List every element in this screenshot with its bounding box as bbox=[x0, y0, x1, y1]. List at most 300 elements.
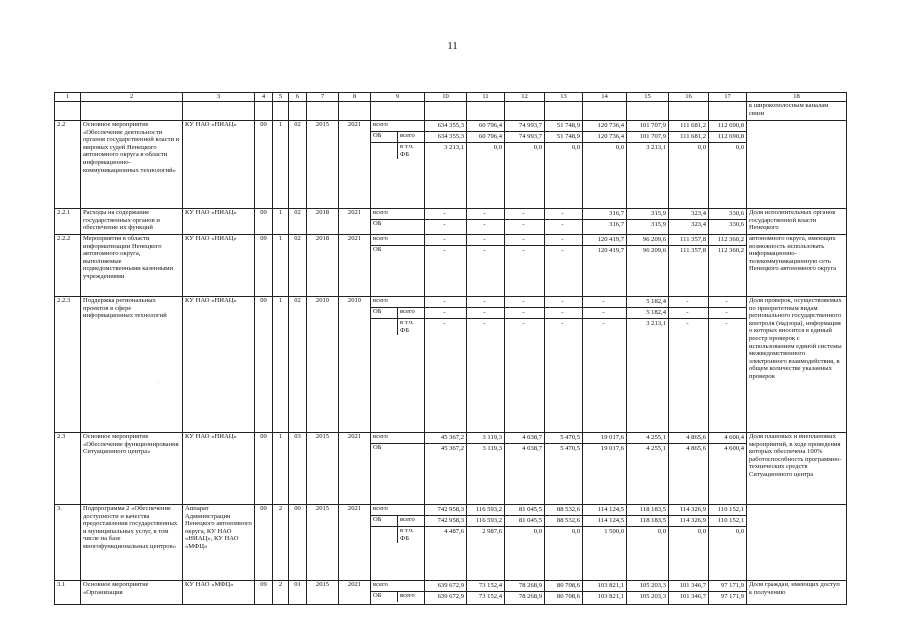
source-type: всего bbox=[373, 433, 388, 440]
end-year: 2021 bbox=[339, 209, 371, 235]
column-header: 15 bbox=[627, 93, 669, 102]
source-subtype bbox=[397, 220, 424, 230]
year-values bbox=[627, 505, 669, 581]
column-header: 4 bbox=[255, 93, 273, 102]
empty-cell bbox=[307, 102, 339, 121]
amount-cell: 0,0 bbox=[657, 528, 666, 535]
source-subtype: всего bbox=[397, 308, 424, 318]
amount-cell: 112 360,2 bbox=[717, 247, 744, 254]
year-values bbox=[669, 505, 709, 581]
funding-source bbox=[371, 581, 425, 605]
funding-source bbox=[371, 297, 425, 433]
year-values bbox=[467, 209, 505, 235]
item-number: 3.1 bbox=[55, 581, 81, 605]
code-om: 02 bbox=[289, 297, 307, 433]
amount-cell: 105 203,3 bbox=[627, 581, 668, 592]
amount-cell: 315,9 bbox=[627, 209, 668, 220]
target-indicator bbox=[747, 505, 847, 581]
column-header: 9 bbox=[371, 93, 425, 102]
page-number: 11 bbox=[447, 40, 458, 52]
amount-cell: 4 255,1 bbox=[646, 445, 666, 452]
code-gp: 09 bbox=[255, 235, 273, 297]
amount-cell: 323,4 bbox=[669, 209, 708, 220]
empty-cell bbox=[467, 102, 505, 121]
amount-cell: 101 707,9 bbox=[627, 121, 668, 132]
amount-cell: 118 183,5 bbox=[627, 516, 668, 527]
amount-cell: - bbox=[505, 308, 544, 319]
year-values bbox=[669, 235, 709, 297]
source-subtype bbox=[397, 433, 424, 443]
end-year: 2021 bbox=[339, 235, 371, 297]
amount-cell: 323,4 bbox=[691, 221, 706, 228]
code-om: 03 bbox=[289, 433, 307, 505]
amount-cell: - bbox=[561, 221, 564, 228]
year-values bbox=[583, 121, 627, 209]
year-values bbox=[709, 209, 747, 235]
funding-source bbox=[371, 209, 425, 235]
column-header: 6 bbox=[289, 93, 307, 102]
year-values bbox=[505, 433, 545, 505]
source-type: всего bbox=[373, 581, 388, 588]
year-values bbox=[425, 209, 467, 235]
year-values bbox=[425, 297, 467, 433]
empty-cell bbox=[545, 102, 583, 121]
source-subtype bbox=[397, 209, 424, 219]
amount-cell: 3 213,1 bbox=[646, 144, 666, 151]
amount-cell: 5 470,5 bbox=[545, 433, 582, 444]
year-values bbox=[583, 581, 627, 605]
item-number: 2.2.2 bbox=[55, 235, 81, 297]
item-number: 3. bbox=[55, 505, 81, 581]
amount-cell: 116 593,2 bbox=[467, 516, 504, 527]
amount-cell: 101 707,9 bbox=[627, 132, 668, 143]
year-values bbox=[583, 235, 627, 297]
amount-cell: - bbox=[709, 308, 746, 319]
code-gp: 09 bbox=[255, 581, 273, 605]
year-values bbox=[505, 121, 545, 209]
amount-cell: - bbox=[483, 221, 486, 228]
amount-cell: 639 672,9 bbox=[425, 581, 466, 592]
amount-cell: - bbox=[669, 308, 708, 319]
amount-cell: - bbox=[709, 297, 746, 308]
year-values bbox=[583, 505, 627, 581]
amount-cell: 80 708,6 bbox=[545, 581, 582, 592]
amount-cell: - bbox=[669, 297, 708, 308]
amount-cell: 3 119,3 bbox=[467, 433, 504, 444]
amount-cell: 19 017,6 bbox=[583, 433, 626, 444]
amount-cell: 316,7 bbox=[609, 221, 624, 228]
amount-cell: 0,0 bbox=[735, 144, 744, 151]
target-indicator: Доля исполнительных органов государственной власти Ненецкого bbox=[747, 209, 847, 235]
empty-cell bbox=[255, 102, 273, 121]
amount-cell: 103 821,1 bbox=[597, 593, 624, 600]
source-type: ОБ bbox=[373, 516, 382, 523]
table-row bbox=[55, 433, 847, 505]
amount-cell: 73 152,4 bbox=[478, 593, 502, 600]
amount-cell: 97 171,9 bbox=[709, 581, 746, 592]
amount-cell: - bbox=[505, 297, 544, 308]
end-year: 2021 bbox=[339, 433, 371, 505]
amount-cell: 316,7 bbox=[583, 209, 626, 220]
empty-cell bbox=[289, 102, 307, 121]
year-values bbox=[467, 581, 505, 605]
start-year: 2018 bbox=[307, 209, 339, 235]
amount-cell: 3 213,1 bbox=[444, 144, 464, 151]
amount-cell: - bbox=[467, 235, 504, 246]
year-values bbox=[505, 297, 545, 433]
empty-cell bbox=[583, 102, 627, 121]
amount-cell: 5 182,4 bbox=[627, 297, 668, 308]
source-type bbox=[371, 527, 397, 543]
amount-cell: 3 119,3 bbox=[482, 445, 502, 452]
amount-cell: 112 690,8 bbox=[709, 121, 746, 132]
amount-cell: 78 268,9 bbox=[505, 581, 544, 592]
year-values bbox=[709, 235, 747, 297]
column-header: 18 bbox=[747, 93, 847, 102]
year-values bbox=[627, 581, 669, 605]
column-header: 17 bbox=[709, 93, 747, 102]
code-gp: 09 bbox=[255, 505, 273, 581]
amount-cell: 111 357,8 bbox=[680, 247, 706, 254]
amount-cell: - bbox=[425, 297, 466, 308]
amount-cell: 88 532,6 bbox=[545, 516, 582, 527]
column-header: 7 bbox=[307, 93, 339, 102]
amount-cell: - bbox=[602, 320, 605, 327]
code-pp: 1 bbox=[273, 121, 289, 209]
end-year: 2021 bbox=[339, 505, 371, 581]
amount-cell: 111 357,8 bbox=[669, 235, 708, 246]
code-om: 02 bbox=[289, 121, 307, 209]
amount-cell: 78 268,9 bbox=[518, 593, 542, 600]
year-values bbox=[425, 581, 467, 605]
amount-cell: 634 355,3 bbox=[425, 132, 466, 143]
executor: КУ НАО «НИАЦ» bbox=[183, 209, 255, 235]
code-om: 02 bbox=[289, 235, 307, 297]
column-header: 2 bbox=[81, 93, 183, 102]
code-om: 01 bbox=[289, 581, 307, 605]
amount-cell: - bbox=[561, 320, 564, 327]
amount-cell: - bbox=[483, 320, 486, 327]
amount-cell: - bbox=[443, 221, 446, 228]
year-values bbox=[583, 297, 627, 433]
amount-cell: 118 183,5 bbox=[627, 505, 668, 516]
amount-cell: 116 593,2 bbox=[467, 505, 504, 516]
source-type: ОБ bbox=[373, 132, 382, 139]
source-subtype bbox=[397, 505, 424, 515]
year-values bbox=[709, 433, 747, 505]
year-values bbox=[709, 505, 747, 581]
amount-cell: 80 708,6 bbox=[556, 593, 580, 600]
executor: Аппарат Администрации Ненецкого автономного округа, КУ НАО «НИАЦ», КУ НАО «МФЦ» bbox=[183, 505, 255, 581]
code-gp: 09 bbox=[255, 433, 273, 505]
amount-cell: 639 672,9 bbox=[437, 593, 464, 600]
source-subtype: всего bbox=[397, 592, 424, 602]
amount-cell: 0,0 bbox=[571, 144, 580, 151]
year-values bbox=[669, 581, 709, 605]
source-type bbox=[371, 143, 397, 159]
source-subtype: в т.ч. ФБ bbox=[397, 319, 424, 335]
code-pp: 1 bbox=[273, 433, 289, 505]
start-year: 2015 bbox=[307, 505, 339, 581]
target-indicator: Доля проверок, осуществляемых по приоритетным видам регионального государственного контроля (надзора), информация о которых вносится в единый реестр проверок с использованием единой системы межведомственного электронного взаимодействия, в общем количестве указанных проверок bbox=[747, 297, 847, 433]
amount-cell: 88 532,6 bbox=[545, 505, 582, 516]
table-row bbox=[55, 505, 847, 581]
amount-cell: - bbox=[443, 320, 446, 327]
continuation-note: к широкополосным каналам связи bbox=[747, 102, 847, 121]
funding-source bbox=[371, 235, 425, 297]
amount-cell: - bbox=[545, 297, 582, 308]
year-values bbox=[709, 297, 747, 433]
empty-cell bbox=[81, 102, 183, 121]
end-year: 2021 bbox=[339, 581, 371, 605]
code-pp: 2 bbox=[273, 505, 289, 581]
target-indicator: Доля граждан, имеющих доступ к получению bbox=[747, 581, 847, 605]
amount-cell: 3 213,1 bbox=[646, 320, 666, 327]
item-number: 2.2 bbox=[55, 121, 81, 209]
empty-cell bbox=[709, 102, 747, 121]
amount-cell: 120 419,7 bbox=[597, 247, 624, 254]
amount-cell: 103 821,1 bbox=[583, 581, 626, 592]
year-values bbox=[545, 505, 583, 581]
start-year: 2018 bbox=[307, 235, 339, 297]
year-values bbox=[669, 433, 709, 505]
item-number: 2.2.3 bbox=[55, 297, 81, 433]
source-subtype: в т.ч. ФБ bbox=[397, 143, 424, 159]
code-pp: 2 bbox=[273, 581, 289, 605]
year-values bbox=[709, 581, 747, 605]
source-subtype bbox=[397, 235, 424, 245]
amount-cell: 0,0 bbox=[697, 528, 706, 535]
year-values bbox=[627, 121, 669, 209]
year-values bbox=[425, 235, 467, 297]
amount-cell: 101 346,7 bbox=[679, 593, 706, 600]
amount-cell: 4 600,4 bbox=[724, 445, 744, 452]
year-values bbox=[467, 433, 505, 505]
amount-cell: 81 045,5 bbox=[505, 516, 544, 527]
code-gp: 09 bbox=[255, 121, 273, 209]
amount-cell: - bbox=[583, 297, 626, 308]
item-name: Основное мероприятие «Организация bbox=[81, 581, 183, 605]
year-values bbox=[505, 209, 545, 235]
amount-cell: 114 326,9 bbox=[669, 505, 708, 516]
column-header: 14 bbox=[583, 93, 627, 102]
amount-cell: 0,0 bbox=[533, 144, 542, 151]
source-subtype bbox=[397, 246, 424, 256]
amount-cell: 114 326,9 bbox=[669, 516, 708, 527]
year-values bbox=[467, 297, 505, 433]
amount-cell: 742 958,3 bbox=[425, 516, 466, 527]
source-type: всего bbox=[373, 235, 388, 242]
target-indicator bbox=[747, 121, 847, 209]
amount-cell: 4 255,1 bbox=[627, 433, 668, 444]
amount-cell: 120 736,4 bbox=[583, 132, 626, 143]
table-row bbox=[55, 297, 847, 433]
amount-cell: 114 124,5 bbox=[583, 516, 626, 527]
amount-cell: 51 748,9 bbox=[545, 121, 582, 132]
amount-cell: 60 796,4 bbox=[467, 132, 504, 143]
amount-cell: 1 500,0 bbox=[604, 528, 624, 535]
funding-source bbox=[371, 505, 425, 581]
amount-cell: 96 209,6 bbox=[627, 235, 668, 246]
amount-cell: 101 346,7 bbox=[669, 581, 708, 592]
source-subtype bbox=[397, 444, 424, 454]
column-header: 3 bbox=[183, 93, 255, 102]
amount-cell: 96 209,6 bbox=[642, 247, 666, 254]
amount-cell: - bbox=[522, 320, 525, 327]
funding-source bbox=[371, 121, 425, 209]
amount-cell: - bbox=[545, 209, 582, 220]
code-om: 02 bbox=[289, 209, 307, 235]
amount-cell: 45 367,2 bbox=[425, 433, 466, 444]
amount-cell: - bbox=[583, 308, 626, 319]
column-header: 16 bbox=[669, 93, 709, 102]
code-pp: 1 bbox=[273, 209, 289, 235]
source-subtype: в т.ч. ФБ bbox=[397, 527, 424, 543]
year-values bbox=[505, 235, 545, 297]
source-type: ОБ bbox=[373, 308, 382, 315]
empty-cell bbox=[55, 102, 81, 121]
start-year: 2015 bbox=[307, 121, 339, 209]
target-indicator: Доля плановых и внеплановых мероприятий, в ходе проведения которых обеспечена 100% работоспособность программно-технических средств Ситуационного центра bbox=[747, 433, 847, 505]
amount-cell: 330,6 bbox=[709, 209, 746, 220]
year-values bbox=[545, 235, 583, 297]
year-values bbox=[545, 121, 583, 209]
column-header: 5 bbox=[273, 93, 289, 102]
amount-cell: 0,0 bbox=[615, 144, 624, 151]
item-number: 2.2.1 bbox=[55, 209, 81, 235]
amount-cell: 73 152,4 bbox=[467, 581, 504, 592]
amount-cell: - bbox=[467, 308, 504, 319]
amount-cell: - bbox=[686, 320, 689, 327]
empty-cell bbox=[669, 102, 709, 121]
start-year: 2019 bbox=[307, 297, 339, 433]
amount-cell: - bbox=[483, 247, 486, 254]
amount-cell: 120 419,7 bbox=[583, 235, 626, 246]
executor: КУ НАО «НИАЦ» bbox=[183, 121, 255, 209]
amount-cell: 112 360,2 bbox=[709, 235, 746, 246]
amount-cell: 112 690,8 bbox=[709, 132, 746, 143]
source-type: всего bbox=[373, 121, 388, 128]
amount-cell: 0,0 bbox=[571, 528, 580, 535]
source-type: ОБ bbox=[373, 246, 382, 253]
amount-cell: 315,9 bbox=[651, 221, 666, 228]
column-header: 1 bbox=[55, 93, 81, 102]
amount-cell: 4 487,6 bbox=[444, 528, 464, 535]
amount-cell: 74 993,7 bbox=[505, 132, 544, 143]
source-type: ОБ bbox=[373, 592, 382, 599]
item-name: Основное мероприятие «Обеспечение деятельности органов государственной власти и мировых судей Ненецкого автономного округа в области информационно-коммуникационных технологий» bbox=[81, 121, 183, 209]
empty-cell bbox=[371, 102, 425, 121]
column-header: 8 bbox=[339, 93, 371, 102]
amount-cell: 110 152,1 bbox=[709, 516, 746, 527]
target-indicator: автономного округа, имеющих возможность использовать информационно-телекоммуникационную сеть Ненецкого автономного округа bbox=[747, 235, 847, 297]
item-name: Мероприятия в области информатизации Ненецкого автономного округа, выполняемые подведомственными казенными учреждениями bbox=[81, 235, 183, 297]
year-values bbox=[627, 297, 669, 433]
amount-cell: 0,0 bbox=[493, 144, 502, 151]
amount-cell: - bbox=[467, 297, 504, 308]
table-row bbox=[55, 235, 847, 297]
year-values bbox=[627, 433, 669, 505]
item-number: 2.3 bbox=[55, 433, 81, 505]
amount-cell: 45 367,2 bbox=[440, 445, 464, 452]
amount-cell: - bbox=[425, 308, 466, 319]
executor: КУ НАО «НИАЦ» bbox=[183, 235, 255, 297]
year-values bbox=[545, 297, 583, 433]
year-values bbox=[425, 505, 467, 581]
item-name: Расходы на содержание государственных органов и обеспечение их функций bbox=[81, 209, 183, 235]
column-number-row bbox=[55, 93, 847, 102]
amount-cell: 0,0 bbox=[735, 528, 744, 535]
year-values bbox=[583, 209, 627, 235]
amount-cell: 4 865,6 bbox=[686, 445, 706, 452]
amount-cell: 2 987,6 bbox=[482, 528, 502, 535]
amount-cell: 60 796,4 bbox=[467, 121, 504, 132]
year-values bbox=[545, 581, 583, 605]
item-name: Основное мероприятие «Обеспечение функционирования Ситуационного центра» bbox=[81, 433, 183, 505]
executor: КУ НАО «НИАЦ» bbox=[183, 433, 255, 505]
source-subtype: всего bbox=[397, 516, 424, 526]
amount-cell: 19 017,6 bbox=[600, 445, 624, 452]
year-values bbox=[505, 581, 545, 605]
empty-cell bbox=[505, 102, 545, 121]
amount-cell: 110 152,1 bbox=[709, 505, 746, 516]
amount-cell: 4 038,7 bbox=[505, 433, 544, 444]
item-name: Поддержка региональных проектов в сфере информационных технологий bbox=[81, 297, 183, 433]
amount-cell: - bbox=[545, 308, 582, 319]
amount-cell: 105 203,3 bbox=[639, 593, 666, 600]
column-header: 12 bbox=[505, 93, 545, 102]
amount-cell: - bbox=[443, 247, 446, 254]
table-row bbox=[55, 121, 847, 209]
executor: КУ НАО «МФЦ» bbox=[183, 581, 255, 605]
amount-cell: 81 045,5 bbox=[505, 505, 544, 516]
program-finance-table bbox=[54, 92, 847, 605]
amount-cell: 0,0 bbox=[697, 144, 706, 151]
code-pp: 1 bbox=[273, 235, 289, 297]
scan-mark: · bbox=[157, 380, 159, 386]
amount-cell: - bbox=[425, 235, 466, 246]
year-values bbox=[669, 121, 709, 209]
amount-cell: - bbox=[467, 209, 504, 220]
empty-cell bbox=[425, 102, 467, 121]
amount-cell: 742 958,3 bbox=[425, 505, 466, 516]
empty-cell bbox=[273, 102, 289, 121]
year-values bbox=[583, 433, 627, 505]
year-values bbox=[709, 121, 747, 209]
year-values bbox=[467, 235, 505, 297]
amount-cell: 74 993,7 bbox=[505, 121, 544, 132]
amount-cell: - bbox=[545, 235, 582, 246]
year-values bbox=[545, 433, 583, 505]
funding-source bbox=[371, 433, 425, 505]
amount-cell: 634 355,3 bbox=[425, 121, 466, 132]
empty-cell bbox=[183, 102, 255, 121]
item-name: Подпрограмма 2 «Обеспечение доступности и качества предоставления государственных и муниципальных услуг, в том числе на базе многофункциональных центров» bbox=[81, 505, 183, 581]
amount-cell: - bbox=[505, 235, 544, 246]
amount-cell: - bbox=[522, 221, 525, 228]
amount-cell: 120 736,4 bbox=[583, 121, 626, 132]
code-gp: 09 bbox=[255, 297, 273, 433]
amount-cell: 51 748,9 bbox=[545, 132, 582, 143]
amount-cell: 5 470,5 bbox=[560, 445, 580, 452]
source-type: всего bbox=[373, 297, 388, 304]
column-header: 10 bbox=[425, 93, 467, 102]
table-row bbox=[55, 581, 847, 605]
amount-cell: - bbox=[505, 209, 544, 220]
source-subtype bbox=[397, 297, 424, 307]
source-type: ОБ bbox=[373, 220, 382, 227]
amount-cell: - bbox=[725, 320, 728, 327]
